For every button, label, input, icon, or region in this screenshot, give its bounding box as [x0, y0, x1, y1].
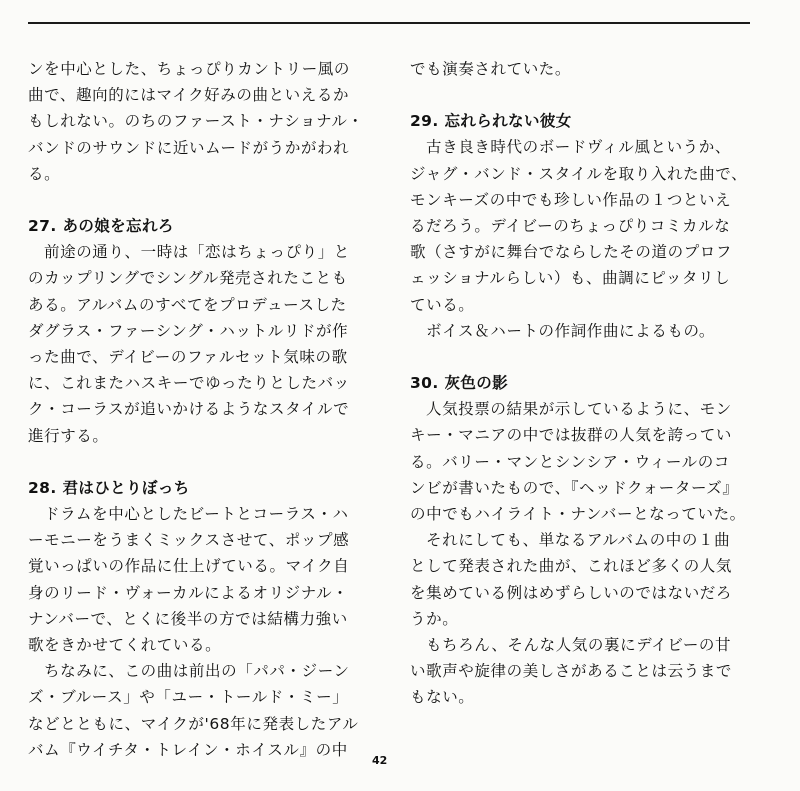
body-30-para3: もちろん、そんな人気の裏にデイビーの甘 い歌声や旋律の美しさがあることは云うまで もない。	[410, 636, 733, 707]
body-29-para1: 古き良き時代のボードヴィル風というか、 ジャグ・バンド・スタイルを取り入れた曲で、 モンキーズの中でも珍しい作品の１つといえ るだろう。デイビーのちょっぴりコミカルな 歌（さすがに舞台でならしたその道のプロフ ェッショナルらしい）も、曲調にピッタリし ている。	[410, 138, 748, 314]
body-30-para1: 人気投票の結果が示しているように、モン キー・マニアの中では抜群の人気を誇ってい る。バリー・マンとシンシア・ウィールのコ ンビが書いたもので、『ヘッドクォーターズ』 の中でもハイライト・ナンバーとなっていた。	[410, 400, 746, 524]
body-28-para2: ちなみに、この曲は前出の「パパ・ジーン ズ・ブルース」や「ユー・トールド・ミー」 などとともに、マイクが'68年に発表したアル バム『ウイチタ・トレイン・ホイスル』の中	[28, 662, 359, 759]
heading-30: 30. 灰色の影	[410, 374, 509, 393]
top-rule	[28, 22, 750, 24]
body-27: 前途の通り、一時は「恋はちょっぴり」と のカップリングでシングル発売されたことも ある。アルバムのすべてをプロデュースした ダグラス・ファーシング・ハットルリドが作 った曲で、デイビーのファルセット気味の歌 に、これまたハスキーでゆったりとしたバッ ク・コーラスが追いかけるようなスタイルで 進行する。	[28, 243, 350, 445]
right-column	[410, 56, 760, 711]
heading-29: 29. 忘れられない彼女	[410, 112, 572, 131]
page-number: 42	[372, 754, 388, 767]
body-29-para2: ボイス＆ハートの作詞作曲によるもの。	[426, 321, 716, 340]
heading-27: 27. あの娘を忘れろ	[28, 217, 174, 236]
heading-28: 28. 君はひとりぼっち	[28, 478, 190, 497]
body-28-para1: ドラムを中心としたビートとコーラス・ハ ーモニーをうまくミックスさせて、ポップ感 覚いっぱいの作品に仕上げている。マイク自 身のリード・ヴォーカルによるオリジナル・ ナンバーで、とくに後半の方では結構力強い 歌をきかせてくれている。	[28, 505, 350, 655]
left-column	[28, 56, 378, 763]
continuation-paragraph: でも演奏されていた。	[410, 60, 572, 78]
intro-paragraph: ンを中心とした、ちょっぴりカントリー風の 曲で、趣向的にはマイク好みの曲といえるか もしれない。のちのファースト・ナショナル・ バンドのサウンドに近いムードがうかがわれ る。	[28, 60, 364, 183]
body-30-para2: それにしても、単なるアルバムの中の１曲 として発表された曲が、これほど多くの人気 を集めている例はめずらしいのではないだろ うか。	[410, 531, 733, 628]
